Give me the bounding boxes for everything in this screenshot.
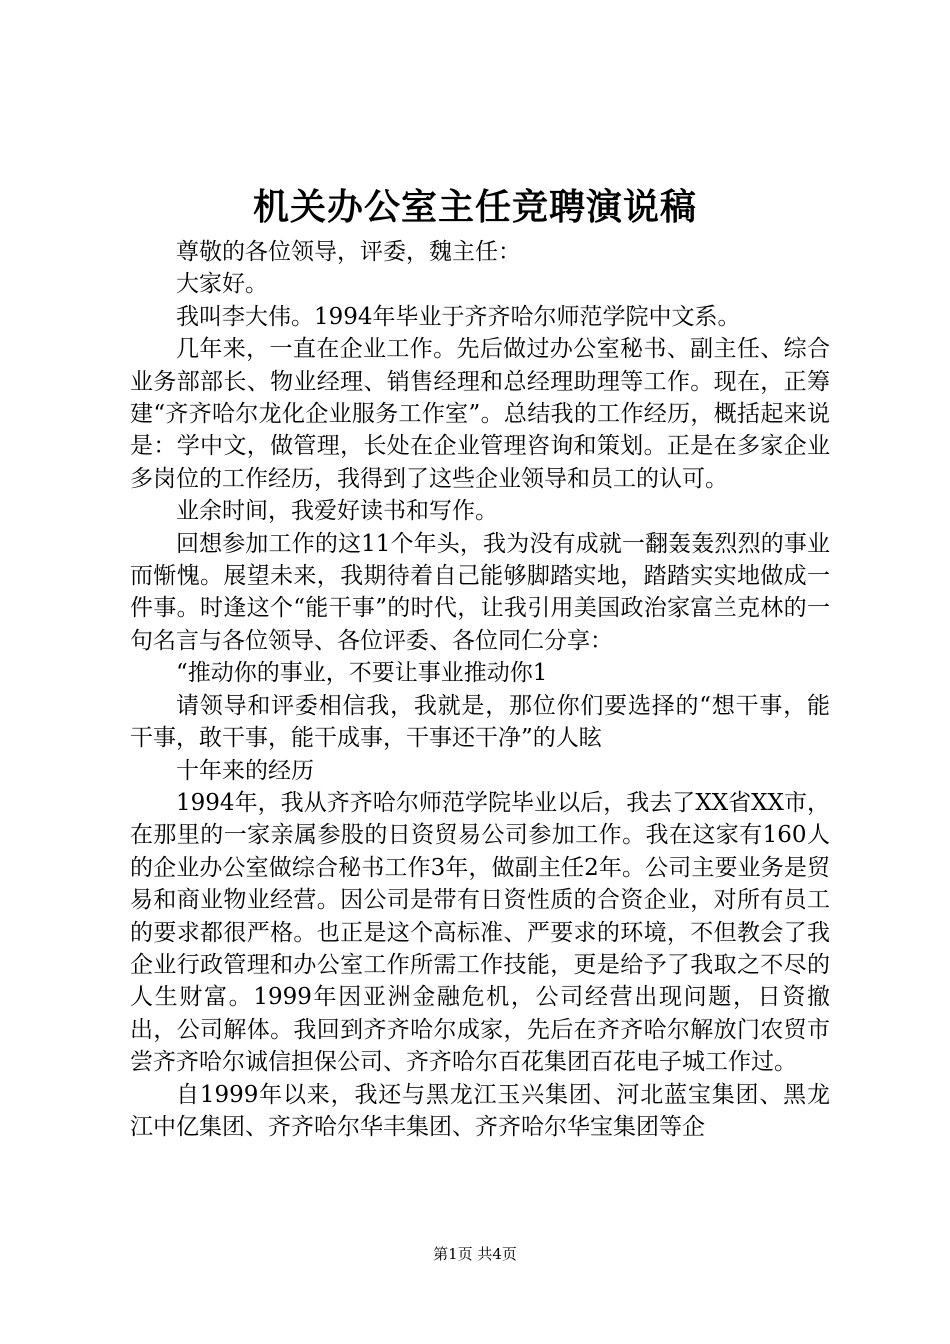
document-body <box>130 236 830 1143</box>
document-title: 机关办公室主任竞聘演说稿 <box>252 186 697 228</box>
paragraph-work-overview: 几年来，一直在企业工作。先后做过办公室秘书、副主任、综合业务部部长、物业经理、销售经理和总经理助理等工作。现在，正筹建“齐齐哈尔龙化企业服务工作室”。总结我的工作经历，概括起来说是：学中文，做管理，长处在企业管理咨询和策划。正是在多家企业多岗位的工作经历，我得到了这些企业领导和员工的认可。 <box>130 336 830 492</box>
paragraph-hobbies: 业余时间，我爱好读书和写作。 <box>176 498 498 525</box>
paragraph-experience-1999: 自1999年以来，我还与黑龙江玉兴集团、河北蓝宝集团、黑龙江中亿集团、齐齐哈尔华丰集团、齐齐哈尔华宝集团等企 <box>130 1081 830 1140</box>
paragraph-greeting: 大家好。 <box>176 271 268 298</box>
paragraph-reflection: 回想参加工作的这11个年头，我为没有成就一翻轰轰烈烈的事业而惭愧。展望未来，我期待着自己能够脚踏实地，踏踏实实地做成一件事。时逢这个“能干事”的时代，让我引用美国政治家富兰克林的一句名言与各位领导、各位评委、各位同仁分享： <box>130 530 830 654</box>
paragraph-request: 请领导和评委相信我，我就是，那位你们要选择的“想干事，能干事，敢干事，能干成事，干事还干净”的人眩 <box>130 692 830 752</box>
paragraph-salutation: 尊敬的各位领导，评委，魏主任： <box>176 239 521 265</box>
section-heading-experience: 十年来的经历 <box>176 757 314 784</box>
paragraph-quote: “推动你的事业，不要让事业推动你1 <box>176 660 548 687</box>
page-number-footer: 第1页 共4页 <box>433 1245 517 1263</box>
paragraph-experience-1994: 1994年，我从齐齐哈尔师范学院毕业以后，我去了XX省XX市，在那里的一家亲属参股的日资贸易公司参加工作。我在这家有160人的企业办公室做综合秘书工作3年，做副主任2年。公司主要业务是贸易和商业物业经营。因公司是带有日资性质的合资企业，对所有员工的要求都很严格。也正是这个高标准、严要求的环境，不但教会了我企业行政管理和办公室工作所需工作技能，更是给予了我取之不尽的人生财富。1999年因亚洲金融危机，公司经营出现问题，日资撤出，公司解体。我回到齐齐哈尔成家，先后在齐齐哈尔解放门农贸市尝齐齐哈尔诚信担保公司、齐齐哈尔百花集团百花电子城工作过。 <box>130 789 830 1076</box>
paragraph-introduction: 我叫李大伟。1994年毕业于齐齐哈尔师范学院中文系。 <box>176 303 741 330</box>
